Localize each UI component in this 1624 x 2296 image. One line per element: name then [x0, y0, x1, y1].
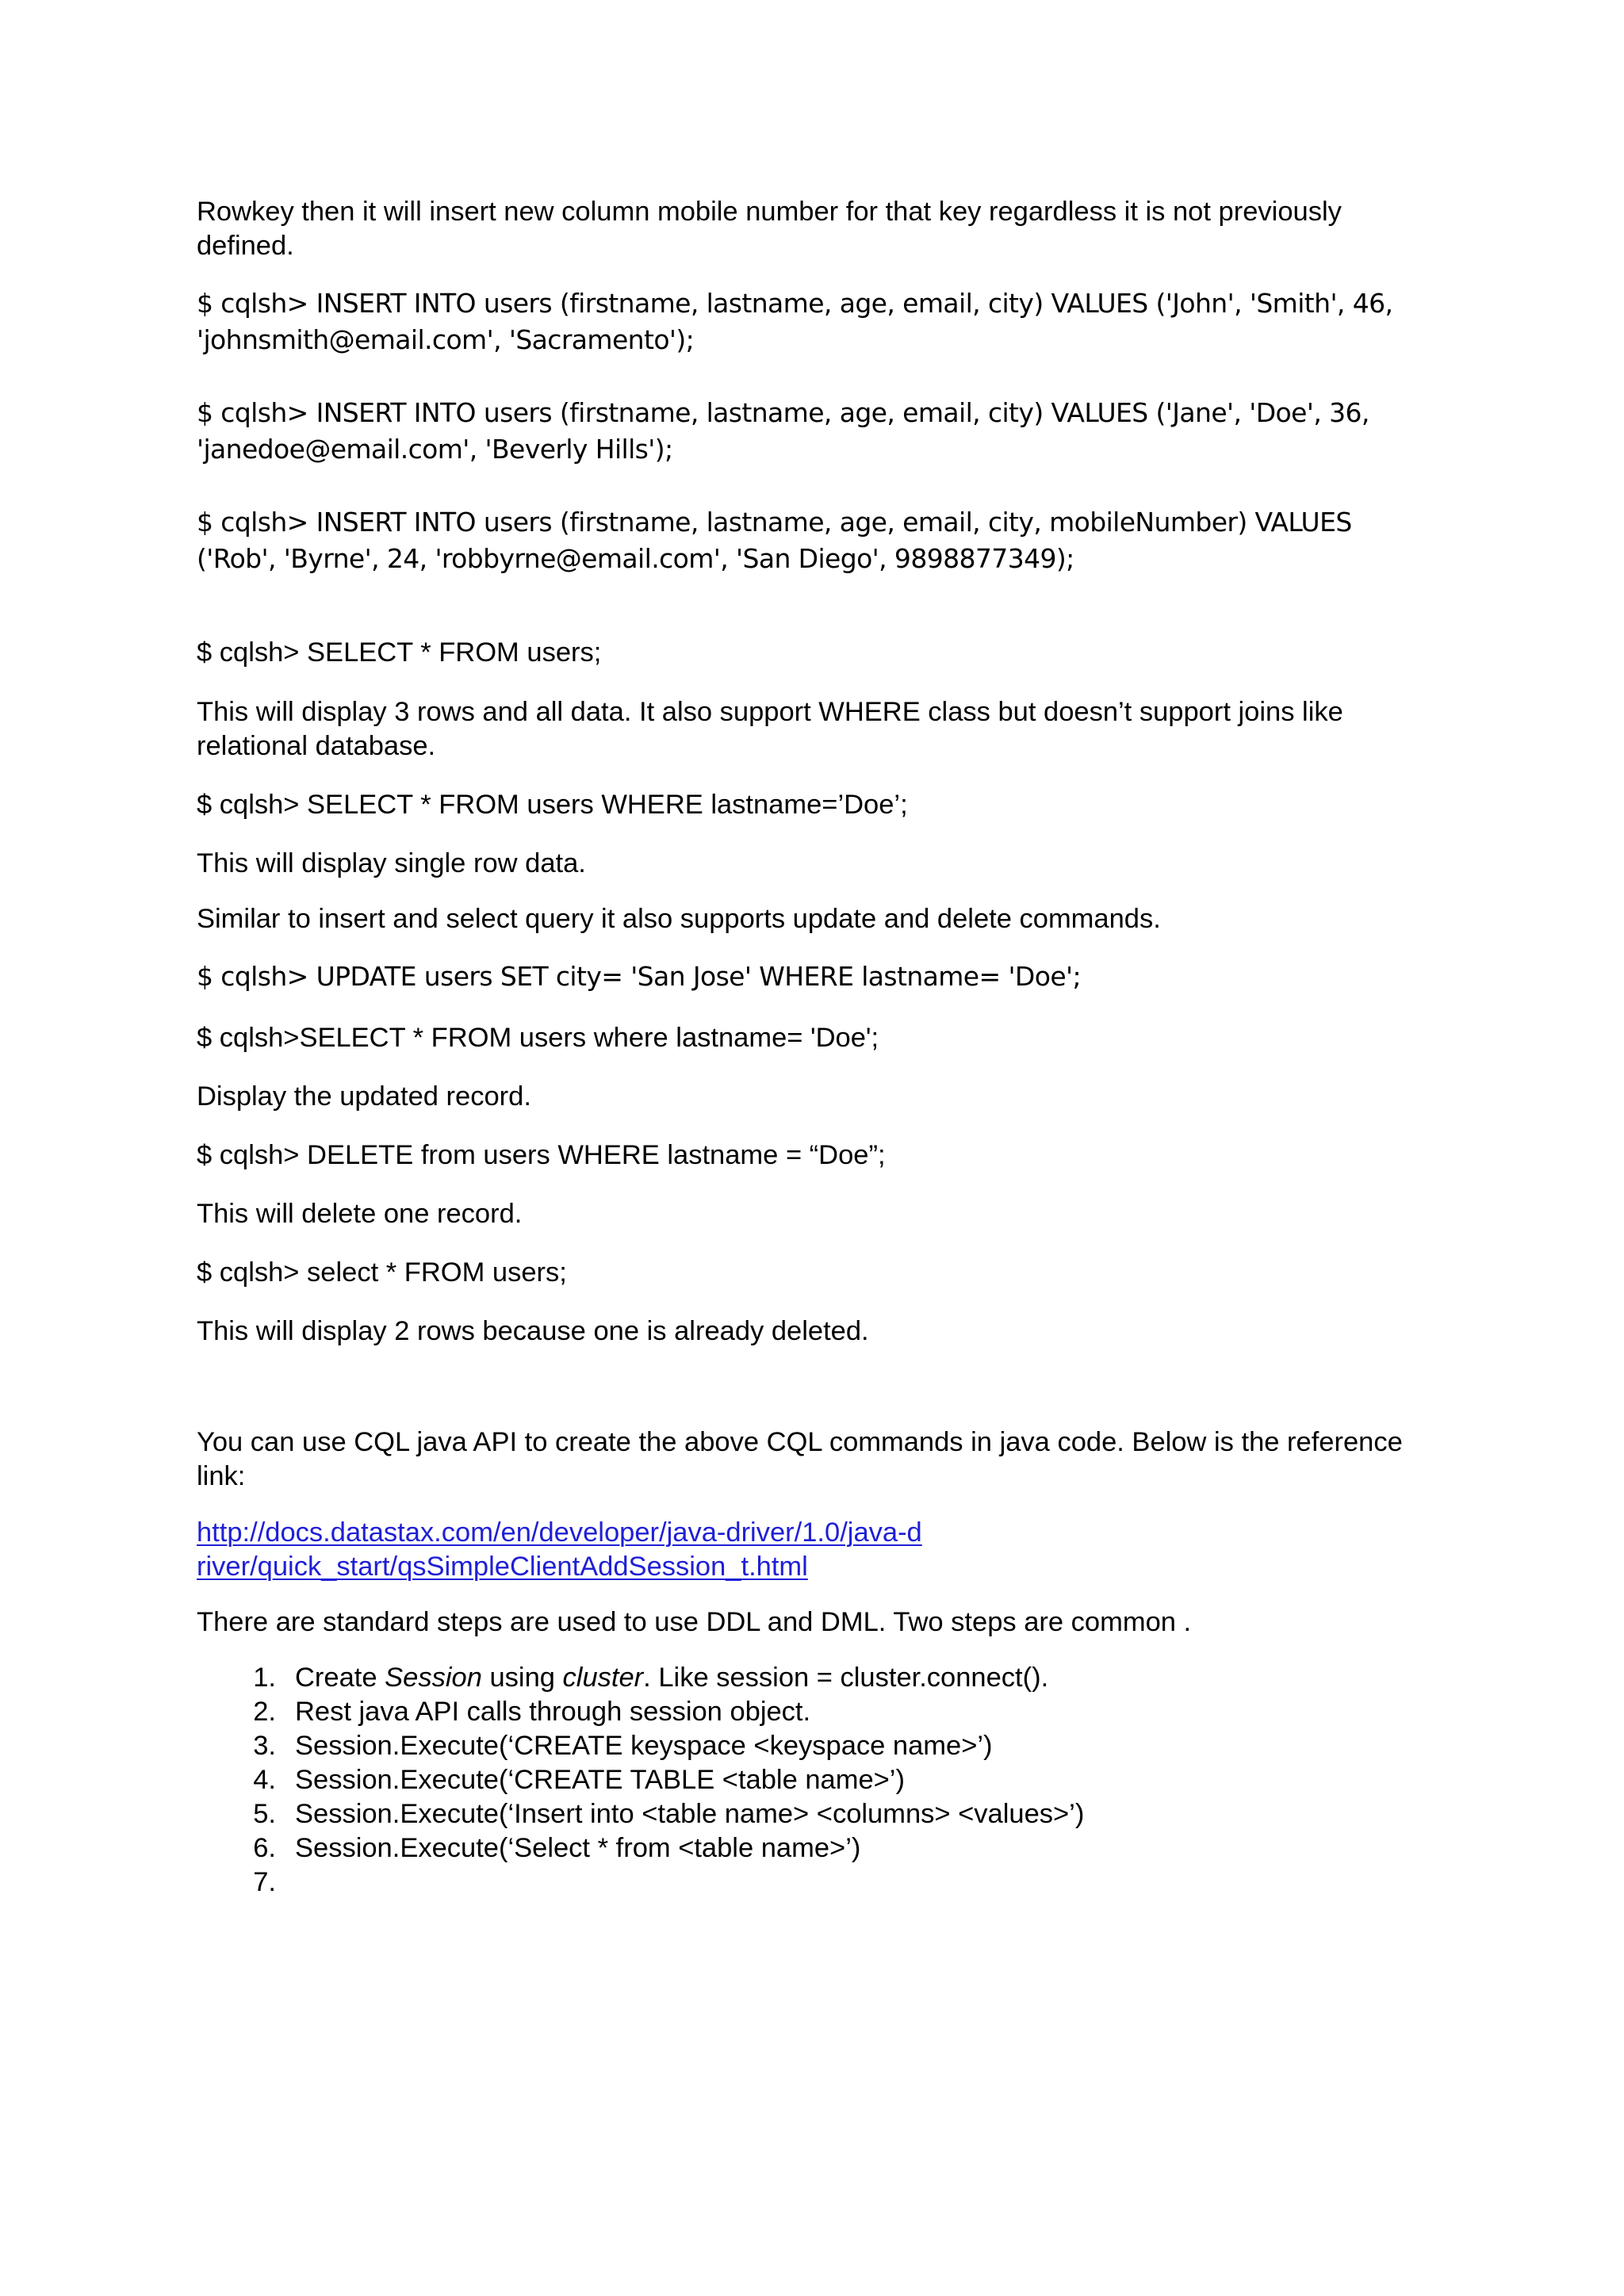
list-item-text: Create Session using cluster. Like session = cluster.connect(). — [295, 1663, 1049, 1693]
code-insert-rob: $ cqlsh> INSERT INTO users (firstname, lastname, age, email, city, mobileNumber) VALUES ('Rob', 'Byrne', 24, 'robbyrne@email.com', 'San Diego', 9898877349); — [197, 507, 1352, 574]
paragraph-cql-java-api: You can use CQL java API to create the above CQL commands in java code. Below is the reference link: — [197, 1427, 1403, 1491]
list-number: 5. — [253, 1799, 276, 1829]
paragraph-single-row: This will display single row data. — [197, 848, 586, 878]
paragraph-update-delete: Similar to insert and select query it also supports update and delete commands. — [197, 904, 1161, 934]
list-item — [197, 1661, 1434, 1695]
code-insert-john: $ cqlsh> INSERT INTO users (firstname, lastname, age, email, city) VALUES ('John', 'Smith', 46, 'johnsmith@email.com', 'Sacramento'); — [197, 288, 1393, 355]
paragraph-display-3-rows: This will display 3 rows and all data. It also support WHERE class but doesn’t support joins like relational database. — [197, 697, 1343, 761]
paragraph-display-updated: Display the updated record. — [197, 1081, 531, 1112]
list-item-text: Session.Execute(‘Insert into <table name> <columns> <values>’) — [295, 1799, 1085, 1829]
paragraph-rowkey: Rowkey then it will insert new column mobile number for that key regardless it is not previously defined. — [197, 197, 1342, 261]
list-item — [197, 1866, 1434, 1900]
list-item — [197, 1831, 1434, 1866]
list-number: 1. — [253, 1663, 276, 1693]
reference-link[interactable]: http://docs.datastax.com/en/developer/java-driver/1.0/java-driver/quick_start/qsSimpleClientAddSession_t.html — [197, 1517, 922, 1582]
code-select-all: $ cqlsh> SELECT * FROM users; — [197, 637, 602, 668]
list-item — [197, 1695, 1434, 1729]
code-delete: $ cqlsh> DELETE from users WHERE lastname = “Doe”; — [197, 1140, 886, 1170]
steps-list — [197, 1661, 1434, 1900]
list-number: 6. — [253, 1833, 276, 1863]
code-update: $ cqlsh> UPDATE users SET city= 'San Jose' WHERE lastname= 'Doe'; — [197, 961, 1082, 992]
list-item — [197, 1729, 1434, 1763]
paragraph-display-2-rows: This will display 2 rows because one is already deleted. — [197, 1316, 869, 1346]
list-item-text: Session.Execute(‘CREATE TABLE <table name>’) — [295, 1765, 905, 1795]
list-number: 4. — [253, 1765, 276, 1795]
paragraph-standard-steps: There are standard steps are used to use DDL and DML. Two steps are common . — [197, 1607, 1192, 1637]
list-item-text: Rest java API calls through session object. — [295, 1697, 811, 1727]
code-select-updated: $ cqlsh>SELECT * FROM users where lastname= 'Doe'; — [197, 1023, 879, 1053]
list-number: 7. — [253, 1867, 276, 1897]
list-item-text: Session.Execute(‘Select * from <table name>’) — [295, 1833, 861, 1863]
list-item-text: Session.Execute(‘CREATE keyspace <keyspace name>’) — [295, 1731, 993, 1761]
code-select-final: $ cqlsh> select * FROM users; — [197, 1257, 567, 1288]
code-select-where: $ cqlsh> SELECT * FROM users WHERE lastname=’Doe’; — [197, 790, 908, 820]
code-insert-jane: $ cqlsh> INSERT INTO users (firstname, lastname, age, email, city) VALUES ('Jane', 'Doe', 36, 'janedoe@email.com', 'Beverly Hills'); — [197, 397, 1369, 465]
list-item — [197, 1797, 1434, 1831]
list-item — [197, 1763, 1434, 1797]
list-number: 3. — [253, 1731, 276, 1761]
list-number: 2. — [253, 1697, 276, 1727]
paragraph-delete-one: This will delete one record. — [197, 1199, 523, 1229]
reference-link-paragraph — [197, 1516, 926, 1584]
